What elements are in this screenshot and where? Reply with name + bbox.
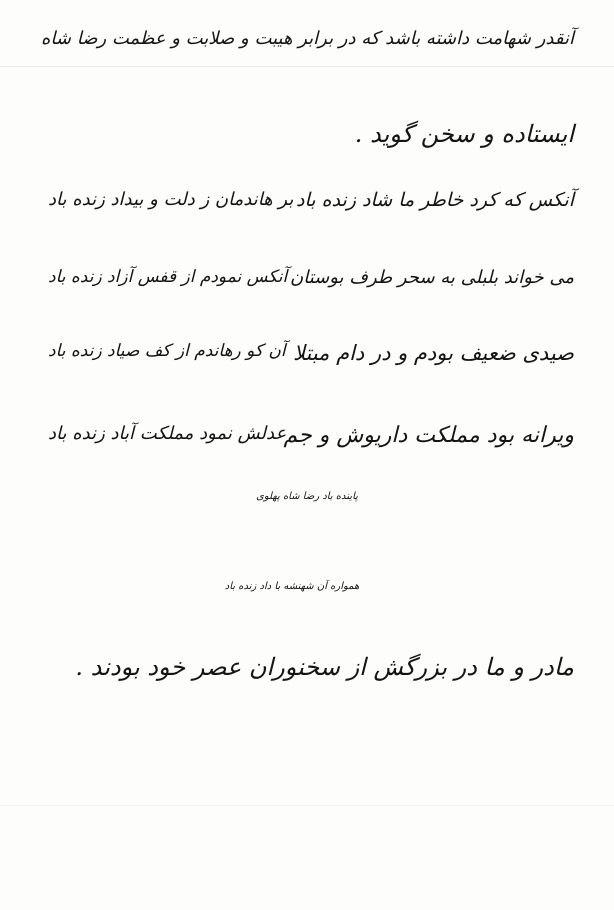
closing-line: مادر و ما در بزرگش از سخنوران عصر خود بودند . <box>75 653 574 681</box>
poem-hemistich-left-2: آنکس نمودم از قفس آزاد زنده باد <box>48 267 288 287</box>
poem-hemistich-left-1: بر هاندمان ز دلت و بیداد زنده باد <box>48 189 294 210</box>
intro-line-2: ایستاده و سخن گوید . <box>354 120 574 148</box>
poem-hemistich-right-1: آنکس که کرد خاطر ما شاد زنده باد <box>296 189 574 211</box>
intro-line-1: آنقدر شهامت داشته باشد که در برابر هیبت و صلابت و عظمت رضا شاه <box>40 28 574 49</box>
poem-hemistich-left-3: آن کو رهاندم از کف صیاد زنده باد <box>48 341 286 361</box>
ruled-line <box>0 805 614 806</box>
poem-hemistich-right-4: ویرانه بود مملکت داریوش و جم <box>283 423 574 448</box>
poem-hemistich-left-4: عدلش نمود مملکت آباد زنده باد <box>48 423 287 444</box>
center-line-1: پاینده باد رضا شاه پهلوی <box>256 491 358 502</box>
poem-hemistich-right-3: صیدی ضعیف بودم و در دام مبتلا <box>292 341 574 365</box>
ruled-line <box>0 66 614 67</box>
center-line-2: همواره آن شهنشه با داد زنده باد <box>224 581 360 592</box>
poem-hemistich-right-2: می خواند بلبلی به سحر طرف بوستان <box>290 267 574 288</box>
